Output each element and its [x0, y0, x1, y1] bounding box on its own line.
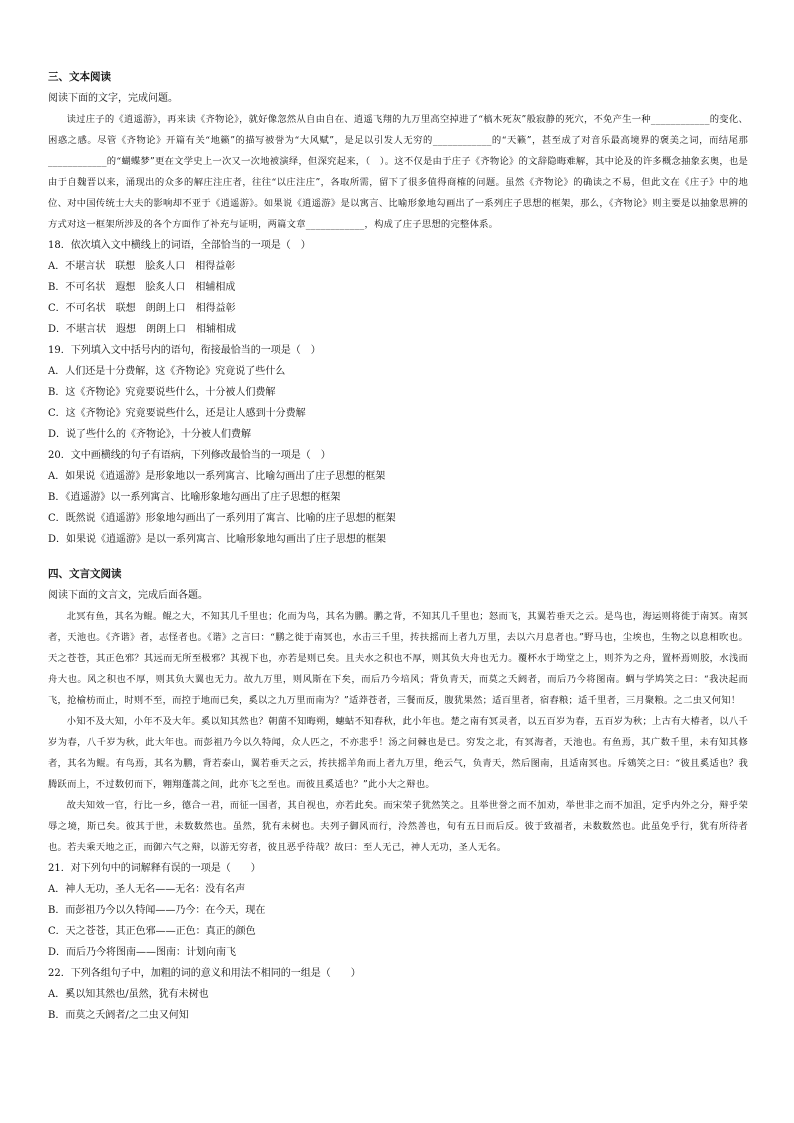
- question-stem: 21．对下列句中的词解释有误的一项是（ ）: [48, 863, 261, 874]
- option-b: B．而莫之夭阏者/之二虫又何知: [48, 1010, 189, 1021]
- option-d: D．不堪言状 遐想 朗朗上口 相辅相成: [48, 324, 237, 335]
- option-b: B．这《齐物论》究竟要说些什么，十分被人们费解: [48, 387, 276, 398]
- option-c: C．这《齐物论》究竟要说些什么，还是让人感到十分费解: [48, 408, 306, 419]
- classical-passage-para: 北冥有鱼，其名为鲲。鲲之大，不知其几千里也；化而为鸟，其名为鹏。鹏之背，不知其几千里也；怒而飞，其翼若垂天之云。是鸟也，海运则将徙于南冥。南冥者，天池也。《齐谐》者，志怪者也。《谐》之言曰：“鹏之徙于南冥也，水击三千里，抟扶摇而上者九万里，去以六月息者也。”野马也，尘埃也，生物之以息相吹也。天之苍苍，其正色邪？其远而无所至极邪？其视下也，亦若是则已矣。且夫水之积也不厚，则其负大舟也无力。覆杯水于坳堂之上，则芥为之舟，置杯焉则胶，水浅而舟大也。风之积也不厚，则其负大翼也无力。故九万里，则风斯在下矣，而后乃今培风；背负青天，而莫之夭阏者，而后乃今将图南。蜩与学鸠笑之曰：“我决起而飞，抢榆枋而止，时则不至，而控于地而已矣，奚以之九万里而南为？”适莽苍者，三餐而反，腹犹果然；适百里者，宿舂粮；适千里者，三月聚粮。之二虫又何知！: [48, 611, 748, 706]
- option-c: C．不可名状 联想 朗朗上口 相得益彰: [48, 303, 236, 314]
- option-d: D．而后乃今将图南——图南：计划向南飞: [48, 947, 237, 958]
- section-spacer: [48, 550, 748, 563]
- option-a: A．人们还是十分费解，这《齐物论》究竟说了些什么: [48, 366, 286, 377]
- option-d: D．如果说《逍遥游》是以一系列寓言、比喻形象地勾画出了庄子思想的框架: [48, 534, 387, 545]
- section-instruction: 阅读下面的文言文，完成后面各题。: [48, 590, 208, 601]
- classical-passage-para: 故夫知效一官，行比一乡，德合一君，而征一国者，其自视也，亦若此矣。而宋荣子犹然笑之。且举世誉之而不加劝，举世非之而不加沮，定乎内外之分，辩乎荣辱之境，斯已矣。彼其于世，未数数然也。虽然，犹有未树也。夫列子御风而行，泠然善也，旬有五日而后反。彼于致福者，未数数然也。此虽免乎行，犹有所待者也。若夫乘天地之正，而御六气之辩，以游无穷者，彼且恶乎待哉？故曰：至人无己，神人无功，圣人无名。: [48, 800, 748, 853]
- question-stem: 18．依次填入文中横线上的词语，全部恰当的一项是（ ）: [48, 240, 311, 251]
- option-c: C．既然说《逍遥游》形象地勾画出了一系列用了寓言、比喻的庄子思想的框架: [48, 513, 396, 524]
- option-a: A．不堪言状 联想 脍炙人口 相得益彰: [48, 261, 236, 272]
- option-b: B．《逍遥游》以一系列寓言、比喻形象地勾画出了庄子思想的框架: [48, 492, 341, 503]
- question-stem: 20．文中画横线的句子有语病，下列修改最恰当的一项是（ ）: [48, 450, 331, 461]
- question-stem: 22．下列各组句子中，加粗的词的意义和用法不相同的一组是（ ）: [48, 968, 361, 979]
- option-a: A．如果说《逍遥游》是形象地以一系列寓言、比喻勾画出了庄子思想的框架: [48, 471, 386, 482]
- classical-passage-para: 小知不及大知，小年不及大年。奚以知其然也？朝菌不知晦朔，蟪蛄不知春秋，此小年也。楚之南有冥灵者，以五百岁为春，五百岁为秋；上古有大椿者，以八千岁为春，八千岁为秋，此大年也。而彭祖乃今以久特闻，众人匹之，不亦悲乎！汤之问棘也是已。穷发之北，有冥海者，天池也。有鱼焉，其广数千里，未有知其修者，其名为鲲。有鸟焉，其名为鹏，背若泰山，翼若垂天之云，抟扶摇羊角而上者九万里，绝云气，负青天，然后图南，且适南冥也。斥鴳笑之曰：“彼且奚适也？我腾跃而上，不过数仞而下，翱翔蓬蒿之间，此亦飞之至也。而彼且奚适也？”此小大之辩也。: [48, 716, 748, 790]
- option-d: D．说了些什么的《齐物论》，十分被人们费解: [48, 429, 252, 440]
- reading-passage: 读过庄子的《逍遥游》，再来读《齐物论》，就好像忽然从自由自在、逍遥飞翔的九万里高空掉进了“槁木死灰”般寂静的死穴，不免产生一种____________的变化、困惑之感。尽管《齐物论》开篇有关“地籁”的描写被誉为“大风赋”，是足以引发人无穷的____________的“天籁”，甚至成了对音乐最高境界的褒美之词，而结尾那____________的“蝴蝶梦”更在文学史上一次又一次地被演绎，但深究起来，（ ）。这不仅是由于庄子《齐物论》的文辞隐晦难解，其中论及的许多概念抽象玄奥，也是由于自魏晋以来，涌现出的众多的解庄注庄者，往往“以庄注庄”，各取所需，留下了很多值得商榷的问题。虽然《齐物论》的确读之不易，但此文在《庄子》中的地位、对中国传统士大夫的影响却不亚于《逍遥游》。如果说《逍遥游》是以寓言、比喻形象地勾画出了一系列庄子思想的框架，那么，《齐物论》则主要是以抽象思辨的方式对这一框架所涉及的各个方面作了补充与证明，两篇文章____________，构成了庄子思想的完整体系。: [48, 114, 748, 230]
- section-title: 四、文言文阅读: [48, 568, 122, 580]
- section-instruction: 阅读下面的文字，完成问题。: [48, 93, 178, 104]
- option-b: B．而彭祖乃今以久特闻——乃今：在今天，现在: [48, 905, 266, 916]
- option-c: C．天之苍苍，其正色邪——正色：真正的颜色: [48, 926, 256, 937]
- section-title: 三、文本阅读: [48, 71, 111, 83]
- exam-page: [48, 66, 748, 1026]
- option-a: A．神人无功，圣人无名——无名：没有名声: [48, 884, 246, 895]
- option-a: A．奚以知其然也/虽然，犹有未树也: [48, 989, 209, 1000]
- question-stem: 19．下列填入文中括号内的语句，衔接最恰当的一项是（ ）: [48, 345, 321, 356]
- option-b: B．不可名状 遐想 脍炙人口 相辅相成: [48, 282, 236, 293]
